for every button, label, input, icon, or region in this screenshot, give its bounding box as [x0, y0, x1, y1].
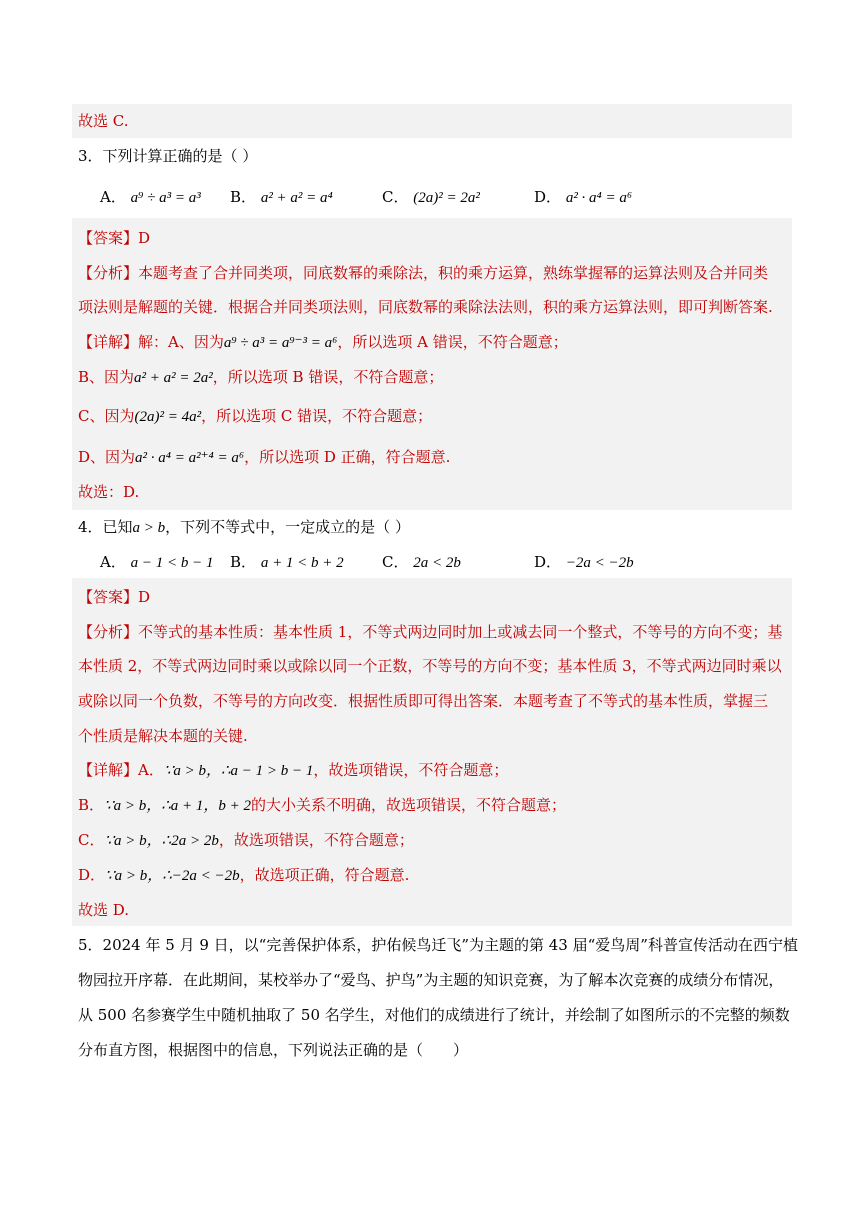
q4-option-c: C． 2a < 2b: [382, 553, 461, 571]
q4-option-b: B． a + 1 < b + 2: [230, 553, 344, 571]
option-expr: a² · a⁴ = a⁶: [565, 190, 633, 206]
q3-analysis-line-2: 项法则是解题的关键．根据合并同类项法则，同底数幂的乘除法法则，积的乘方运算法则，即可判断答案.: [78, 298, 773, 316]
q5-stem-line-4: 分布直方图，根据图中的信息，下列说法正确的是（ ）: [78, 1041, 469, 1059]
q3-option-c: [382, 186, 480, 209]
q4-stem: 4．已知a > b，下列不等式中，一定成立的是（ ）: [78, 518, 410, 536]
q4-detail-c: C．∵a > b，∴2a > 2b，故选项错误，不符合题意；: [78, 831, 414, 849]
option-expr: (2a)² = 2a²: [413, 190, 480, 206]
q3-detail-d: D、因为a² · a⁴ = a²⁺⁴ = a⁶，所以选项 D 正确，符合题意.: [78, 448, 451, 466]
option-letter: B．: [230, 188, 257, 206]
q3-analysis-line-1: 【分析】本题考查了合并同类项，同底数幂的乘除法，积的乘方运算，熟练掌握幂的运算法则及合并同类: [78, 264, 769, 282]
option-expr: a² + a² = a⁴: [260, 190, 333, 206]
q4-detail-b: B．∵a > b，∴a + 1，b + 2的大小关系不明确，故选项错误，不符合题意；: [78, 796, 567, 814]
q4-analysis-line-4: 个性质是解决本题的关键.: [78, 727, 248, 745]
q3-stem: 3．下列计算正确的是（ ）: [78, 147, 258, 165]
q3-detail-a: 【详解】解：A、因为a⁹ ÷ a³ = a⁹⁻³ = a⁶，所以选项 A 错误，不符合题意；: [78, 333, 568, 351]
q3-option-d: [534, 186, 632, 209]
q4-detail-a: 【详解】A．∵a > b，∴a − 1 > b − 1，故选项错误，不符合题意；: [78, 761, 509, 779]
q4-detail-d: D．∵a > b，∴−2a < −2b，故选项正确，符合题意.: [78, 866, 410, 884]
q5-stem-line-2: 物园拉开序幕．在此期间，某校举办了“爱鸟、护鸟”为主题的知识竞赛，为了解本次竞赛的成绩分布情况，: [78, 971, 784, 989]
q3-option-a: [100, 186, 201, 209]
q4-option-a: A． a − 1 < b − 1: [100, 553, 214, 571]
q3-conclusion: 故选：D.: [78, 483, 140, 501]
q4-analysis-line-1: 【分析】不等式的基本性质：基本性质 1，不等式两边同时加上或减去同一个整式，不等号的方向不变；基: [78, 623, 783, 641]
q2-solution-block: [72, 104, 792, 138]
q3-answer: 【答案】D: [78, 229, 151, 247]
q3-detail-b: B、因为a² + a² = 2a²，所以选项 B 错误，不符合题意；: [78, 368, 444, 386]
q2-conclusion: 故选 C.: [78, 112, 129, 130]
q5-stem-line-3: 从 500 名参赛学生中随机抽取了 50 名学生，对他们的成绩进行了统计，并绘制了如图所示的不完整的频数: [78, 1006, 790, 1024]
q4-analysis-line-2: 本性质 2，不等式两边同时乘以或除以同一个正数，不等号的方向不变；基本性质 3，不等式两边同时乘以: [78, 657, 782, 675]
q3-option-b: [230, 186, 333, 209]
q5-stem-line-1: 5．2024 年 5 月 9 日，以“完善保护体系，护佑候鸟迁飞”为主题的第 43 届“爱鸟周”科普宣传活动在西宁植: [78, 936, 798, 954]
option-letter: C．: [382, 188, 409, 206]
q4-answer: 【答案】D: [78, 588, 151, 606]
option-expr: a⁹ ÷ a³ = a³: [130, 190, 201, 206]
option-letter: A．: [100, 188, 126, 206]
q4-analysis-line-3: 或除以同一个负数，不等号的方向改变．根据性质即可得出答案．本题考查了不等式的基本性质，掌握三: [78, 692, 769, 710]
q3-detail-c: C、因为(2a)² = 4a²，所以选项 C 错误，不符合题意；: [78, 407, 433, 425]
option-letter: D．: [534, 188, 562, 206]
q4-conclusion: 故选 D.: [78, 901, 130, 919]
q4-option-d: D． −2a < −2b: [534, 553, 634, 571]
